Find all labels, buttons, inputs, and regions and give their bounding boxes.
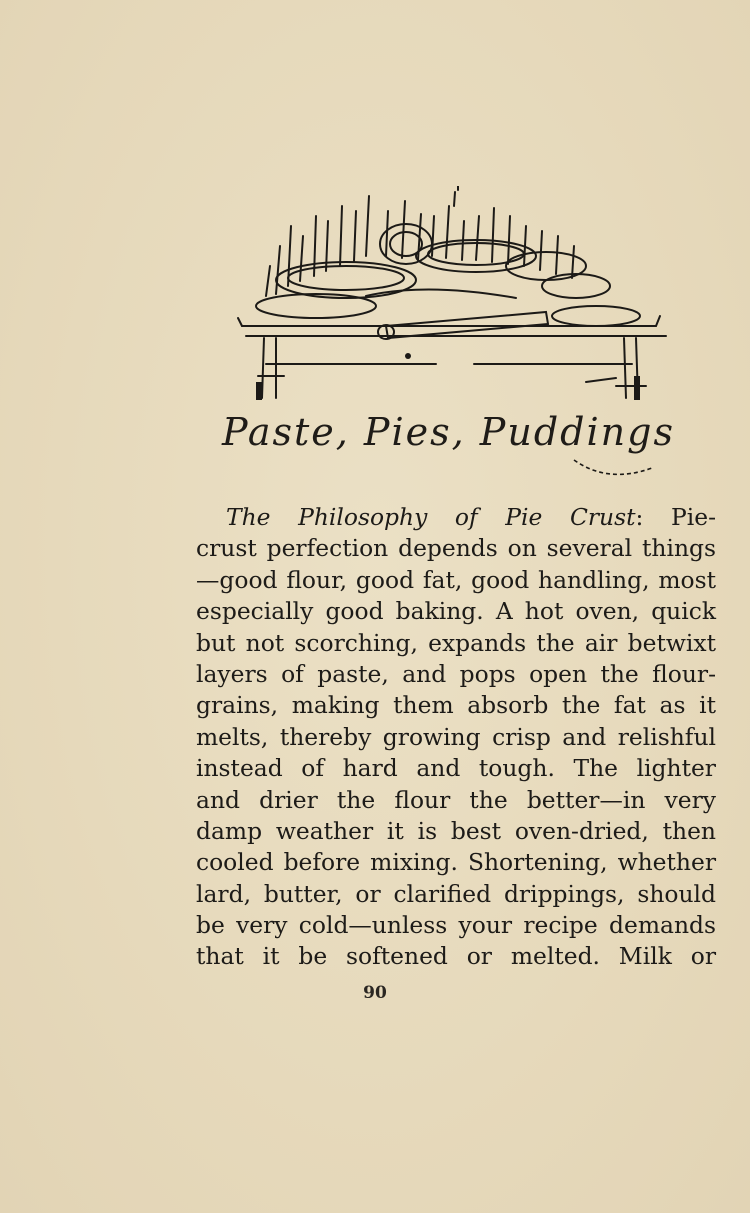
page-number: 90	[363, 983, 387, 1003]
kitchen-table-illustration	[236, 186, 670, 408]
paragraph-line: especially good baking. A hot oven, quick	[196, 597, 716, 626]
body-paragraph	[196, 502, 716, 973]
line-text: Pie-	[643, 503, 716, 531]
paragraph-line: crust perfection depends on several things	[196, 534, 716, 563]
lead-title: The Philosophy of Pie Crust	[226, 503, 636, 531]
paragraph-line: lard, butter, or clarified drippings, should	[196, 879, 716, 908]
paragraph-line: that it be softened or melted. Milk or	[196, 942, 716, 971]
lead-colon: :	[635, 503, 644, 531]
paragraph-line: —good flour, good fat, good handling, most	[196, 565, 716, 594]
paragraph-line	[196, 502, 716, 533]
paragraph-line: damp weather it is best oven-dried, then	[196, 816, 716, 845]
paragraph-line: instead of hard and tough. The lighter	[196, 754, 716, 783]
paragraph-line: but not scorching, expands the air betwixt	[196, 628, 716, 657]
section-heading: Paste, Pies, Puddings	[222, 410, 675, 454]
paragraph-line: cooled before mixing. Shortening, whether	[196, 848, 716, 877]
heading-flourish-icon	[568, 454, 658, 482]
paragraph-line: layers of paste, and pops open the flour-	[196, 659, 716, 688]
paragraph-line: grains, making them absorb the fat as it	[196, 691, 716, 720]
paragraph-line: and drier the flour the better—in very	[196, 785, 716, 814]
paragraph-line: melts, thereby growing crisp and relishful	[196, 722, 716, 751]
paragraph-line: be very cold—unless your recipe demands	[196, 911, 716, 940]
